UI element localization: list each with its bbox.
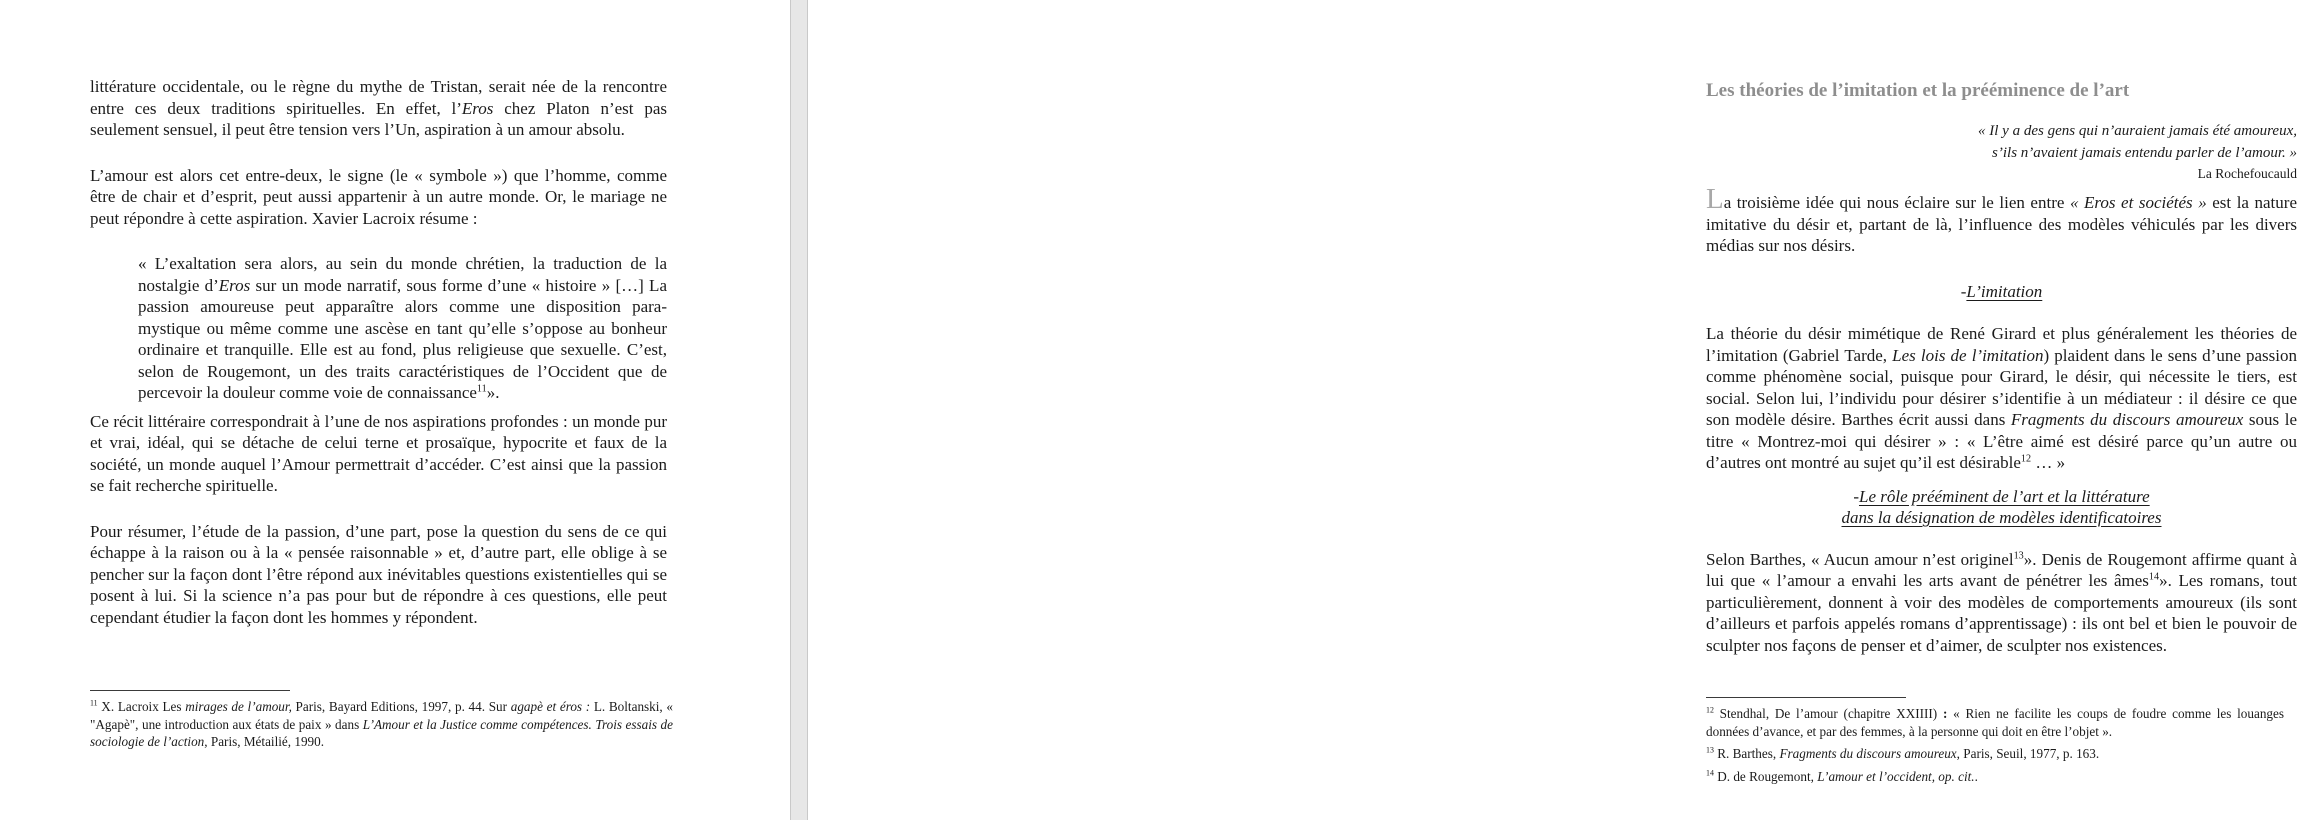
subheading-role-art <box>1706 486 2297 529</box>
footnote-11: $^{11}$ X. Lacroix Les mirages de l’amour, Paris, Bayard Editions, 1997, p. 44. Sur agapè et éros : L. Boltanski, « "Agapè", une introduction aux états de paix » dans L’Amour et la Justice comme compétences. Trois essais de sociologie de l’action, Paris, Métailié, 1990. <box>90 698 674 749</box>
chapter-heading: Les théories de l’imitation et la prééminence de l’art <box>1706 80 2130 101</box>
paragraph: Pour résumer, l’étude de la passion, d’une part, pose la question du sens de ce qui échappe à la raison ou à la « pensée raisonnable » et, d’autre part, elle oblige à se pencher sur la façon dont l’être répond aux inévitables questions existentielles qui se posent à lui. Si la science n’a pas pour but de répondre à ces questions, elle peut cependant étudier la façon dont les hommes y répondent. <box>90 521 667 627</box>
epigraph-line: s’ils n’avaient jamais entendu parler de l’amour. » <box>1992 144 2297 161</box>
paragraph: Selon Barthes, « Aucun amour n’est originel$^{13}$». Denis de Rougemont affirme quant à lui que « l’amour a envahi les arts avant de pénétrer les âmes$^{14}$». Les romans, tout particulièrement, donnent à voir des modèles de comportements amoureux (ils sont d’ailleurs et parfois appelés romans d’apprentissage) : ils ont bel et bien le pouvoir de sculpter nos façons de penser et d’aimer, de sculpter nos existences. <box>1706 549 2297 655</box>
footnote-separator <box>1706 697 1906 698</box>
block-quote: « L’exaltation sera alors, au sein du monde chrétien, la traduction de la nostalgie d’Eros sur un mode narratif, sous forme d’une « histoire » […] La passion amoureuse peut apparaître alors comme une disposition para-mystique ou même comme une ascèse en tant qu’elle s’oppose au bonheur ordinaire et tranquille. Elle est au fond, plus religieuse que sexuelle. C’est, selon de Rougemont, un des traits caractéristiques de l’Occident que de percevoir la douleur comme voie de connaissance$^{11}$». <box>138 254 667 402</box>
footnote-separator <box>90 690 290 691</box>
page-left <box>0 0 790 834</box>
paragraph: Ce récit littéraire correspondrait à l’une de nos aspirations profondes : un monde pur et vrai, idéal, qui se détache de celui terne et prosaïque, hypocrite et faux de la société, un monde auquel l’Amour permettrait d’accéder. C’est ainsi que la passion se fait recherche spirituelle. <box>90 411 667 495</box>
footnote-12: $^{12}$ Stendhal, De l’amour (chapitre XXIIII) : « Rien ne facilite les coups de foudre comme les louanges données d’avance, et par des femmes, à la personne qui doit en être l’objet ». <box>1706 705 2284 739</box>
subheading-line: -Le rôle prééminent de l’art et la littérature <box>1853 486 2150 506</box>
footnote-14: $^{14}$ D. de Rougemont, L’amour et l’occident, op. cit.. <box>1706 768 1978 784</box>
paragraph: La théorie du désir mimétique de René Girard et plus généralement les théories de l’imitation (Gabriel Tarde, Les lois de l’imitation) plaident dans le sens d’une passion comme phénomène social, puisque pour Girard, le désir, qui nécessite le tiers, est social. Selon lui, l’individu pour désirer s’identifie à un médiateur : il désire ce que son modèle désire. Barthes écrit aussi dans Fragments du discours amoureux sous le titre « Montrez-moi qui désirer » : « L’être aimé est désiré parce qu’un autre ou d’autres ont montré au sujet qu’il est désirable$^{12}$ … » <box>1706 324 2297 472</box>
right-page-text-column <box>1706 80 2297 656</box>
footnotes-right <box>1706 697 2284 790</box>
subheading-line: dans la désignation de modèles identificatoires <box>1841 508 2162 527</box>
paragraph: littérature occidentale, ou le règne du mythe de Tristan, serait née de la rencontre entre ces deux traditions spirituelles. En effet, l’Eros chez Platon n’est pas seulement sensuel, il peut être tension vers l’Un, aspiration à un amour absolu. <box>90 77 667 139</box>
subheading-imitation: -L’imitation <box>1960 281 2043 301</box>
epigraph-line: « Il y a des gens qui n’auraient jamais été amoureux, <box>1978 123 2297 139</box>
footnotes-left <box>90 690 673 756</box>
page-gutter <box>790 0 808 820</box>
page-right <box>809 0 2297 834</box>
footnote-13: $^{13}$ R. Barthes, Fragments du discours amoureux, Paris, Seuil, 1977, p. 163. <box>1706 745 2100 761</box>
epigraph-attribution: La Rochefoucauld <box>2197 166 2297 181</box>
paragraph: L’amour est alors cet entre-deux, le signe (le « symbole ») que l’homme, comme être de chair et d’esprit, peut aussi appartenir à un autre monde. Or, le mariage ne peut répondre à cette aspiration. Xavier Lacroix résume : <box>90 165 667 228</box>
paragraph-with-dropcap: La troisième idée qui nous éclaire sur le lien entre « Eros et sociétés » est la nature imitative du désir et, partant de là, l’influence des modèles véhiculés par les divers médias sur nos désirs. <box>1706 183 2297 255</box>
left-page-text-column <box>90 76 667 628</box>
